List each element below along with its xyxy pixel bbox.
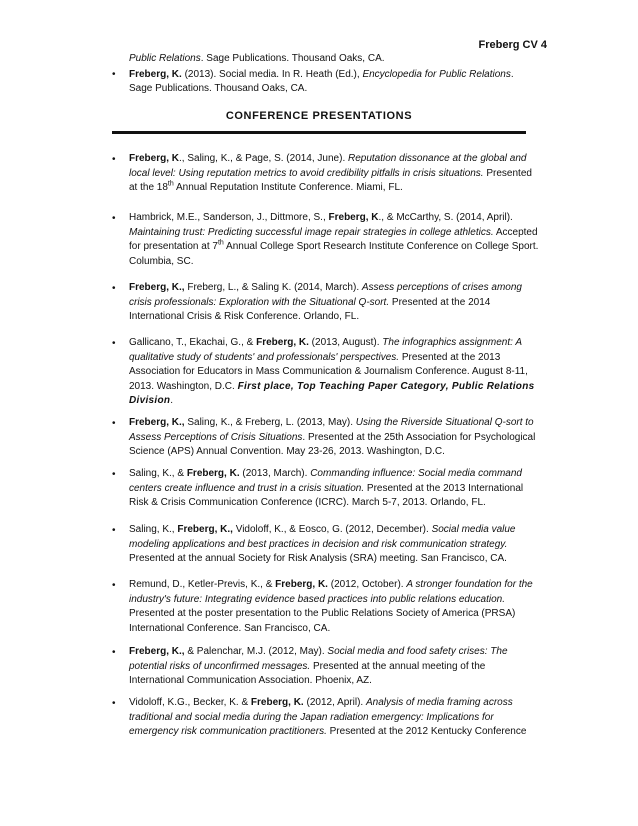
presentation-citation xyxy=(129,467,543,511)
presentation-title: Social media value modeling applications and best practices in decision and risk communication strategy. xyxy=(129,524,516,550)
venue-text: Presented at the 2013 Association for Educators in Mass Communication & Journalism Conference. August 8-11, 2013. Washington, D.C. xyxy=(129,351,528,392)
coauthors: Remund, D., Ketler-Previs, K., & xyxy=(129,579,276,590)
venue-text: Annual College Sport Research Institute Conference on College Sport. Columbia, SC. xyxy=(129,241,539,267)
presentation-citation xyxy=(129,696,543,740)
author-highlight: Freberg, K. xyxy=(186,468,240,479)
bullet: • xyxy=(112,525,116,536)
venue-text: Annual Reputation Institute Conference. Miami, FL. xyxy=(173,182,403,193)
bullet: • xyxy=(112,338,116,349)
coauthors: Vidoloff, K.G., Becker, K. & xyxy=(129,697,251,708)
section-title: CONFERENCE PRESENTATIONS xyxy=(225,110,413,122)
award-end: . xyxy=(170,395,174,406)
bullet: • xyxy=(112,647,116,658)
venue-text: Presented at the 2012 Kentucky Conference xyxy=(326,726,527,737)
citation-date: (2012, April). xyxy=(303,697,366,708)
presentation-title: Assess perceptions of crises among crisis professionals: Exploration with the Situational Q-sort. xyxy=(129,282,522,308)
bullet: • xyxy=(112,580,116,591)
venue-text: Presented at the poster presentation to the Public Relations Society of America (PRSA) International Conference. San Francisco, CA. xyxy=(129,608,516,634)
citation-date: Freberg, L., & Saling K. (2014, March). xyxy=(184,282,362,293)
ordinal-suffix: th xyxy=(167,180,174,188)
presentation-title: Using the Riverside Situational Q-sort to Assess Perceptions of Crisis Situations xyxy=(129,417,534,443)
presentation-title: Maintaining trust: Predicting successful image repair strategies in college athletics. xyxy=(129,226,494,238)
citation-date: (2013, August). xyxy=(308,337,383,348)
author-highlight: Freberg, K xyxy=(129,153,180,164)
citation-date: (2013, March). xyxy=(239,468,311,479)
presentation-citation xyxy=(129,416,543,460)
presentation-title: Analysis of media framing across traditional and social media during the Japan radiation emergency: Implications for emergency risk communication practitioners. xyxy=(129,697,513,737)
coauthors: Saling, K., xyxy=(129,524,178,535)
bullet: • xyxy=(112,213,116,224)
encyclopedia-entry-line2: Sage Publications. Thousand Oaks, CA. xyxy=(129,83,308,94)
coauthors: Hambrick, M.E., Sanderson, J., Dittmore, S., xyxy=(129,212,329,223)
presentation-citation xyxy=(129,211,543,269)
venue-text: . Presented at the 25th Association for Psychological Science (APS) Annual Convention. May 23-26, 2013. Washington, D.C. xyxy=(129,431,536,457)
prev-entry-continuation xyxy=(129,52,385,66)
presentation-title: A stronger foundation for the industry's future: Integrating evidence based practices into public relations education. xyxy=(129,579,533,605)
page-header: Freberg CV 4 xyxy=(478,39,547,51)
venue-text: Presented at the 2014 International Crisis & Risk Conference. Orlando, FL. xyxy=(129,296,491,322)
presentation-citation xyxy=(129,281,543,325)
entry-text: . xyxy=(510,69,514,80)
citation-date: Vidoloff, K., & Eosco, G. (2012, December). xyxy=(232,524,432,535)
citation-date: & Palenchar, M.J. (2012, May). xyxy=(184,646,328,657)
entry-text: (2013). Social media. In R. Heath (Ed.), xyxy=(181,69,363,80)
coauthors: Saling, K., & xyxy=(129,468,187,479)
presentation-title: Commanding influence: Social media command centers create influence and trust in a crisis situation. xyxy=(129,468,522,494)
author-highlight: Freberg, K. xyxy=(256,337,309,348)
author-highlight: Freberg, K., xyxy=(129,282,185,293)
presentation-citation xyxy=(129,578,543,636)
presentation-title: Reputation dissonance at the global and local level: Using reputation metrics to avoid credibility pitfalls in crisis situations. xyxy=(129,153,527,179)
ordinal-suffix: th xyxy=(217,239,224,247)
section-divider xyxy=(112,131,526,134)
coauthors: Gallicano, T., Ekachai, G., & xyxy=(129,337,257,348)
prev-entry-italic: Public Relations xyxy=(129,53,201,64)
presentation-citation xyxy=(129,645,543,689)
author-highlight: Freberg, K. xyxy=(275,579,328,590)
venue-text: Presented at the annual meeting of the International Communication Association. Phoenix, AZ. xyxy=(129,660,486,686)
citation-date: Saling, K., & Freberg, L. (2013, May). xyxy=(184,417,356,428)
author-highlight: Freberg, K., xyxy=(177,524,233,535)
presentation-title: Social media and food safety crises: The potential risks of unconfirmed messages. xyxy=(129,646,508,672)
presentation-citation xyxy=(129,523,543,567)
citation-date: (2012, October). xyxy=(327,579,407,590)
bullet: • xyxy=(112,154,116,165)
encyclopedia-entry-line1 xyxy=(129,68,514,82)
author-highlight: Freberg, K., xyxy=(129,417,185,428)
venue-text: Accepted for presentation at 7 xyxy=(129,226,538,252)
bullet: • xyxy=(112,418,116,429)
author-highlight: Freberg, K. xyxy=(250,697,304,708)
presentation-citation xyxy=(129,336,543,409)
prev-entry-rest: . Sage Publications. Thousand Oaks, CA. xyxy=(200,53,385,64)
venue-text: Presented at the 18 xyxy=(129,167,532,193)
venue-text: Presented at the 2013 International Risk & Crisis Communication Conference (ICRC). March 5-7, 2013. Orlando, FL. xyxy=(129,482,524,508)
citation-date: ., Saling, K., & Page, S. (2014, June). xyxy=(179,153,348,164)
citation-date: ., & McCarthy, S. (2014, April). xyxy=(378,212,513,223)
presentation-citation xyxy=(129,152,543,196)
bullet: • xyxy=(112,283,116,294)
award-text: First place, Top Teaching Paper Category, Public Relations Division xyxy=(129,380,535,406)
bullet: • xyxy=(112,698,116,709)
presentation-title: The infographics assignment: A qualitative study of students' and professionals' perspectives. xyxy=(129,337,522,363)
entry-italic: Encyclopedia for Public Relations xyxy=(362,69,511,80)
author-highlight: Freberg, K. xyxy=(129,69,182,80)
author-highlight: Freberg, K xyxy=(328,212,379,223)
venue-text: Presented at the annual Society for Risk Analysis (SRA) meeting. San Francisco, CA. xyxy=(129,553,507,564)
author-highlight: Freberg, K., xyxy=(129,646,185,657)
bullet: • xyxy=(112,69,116,80)
bullet: • xyxy=(112,469,116,480)
